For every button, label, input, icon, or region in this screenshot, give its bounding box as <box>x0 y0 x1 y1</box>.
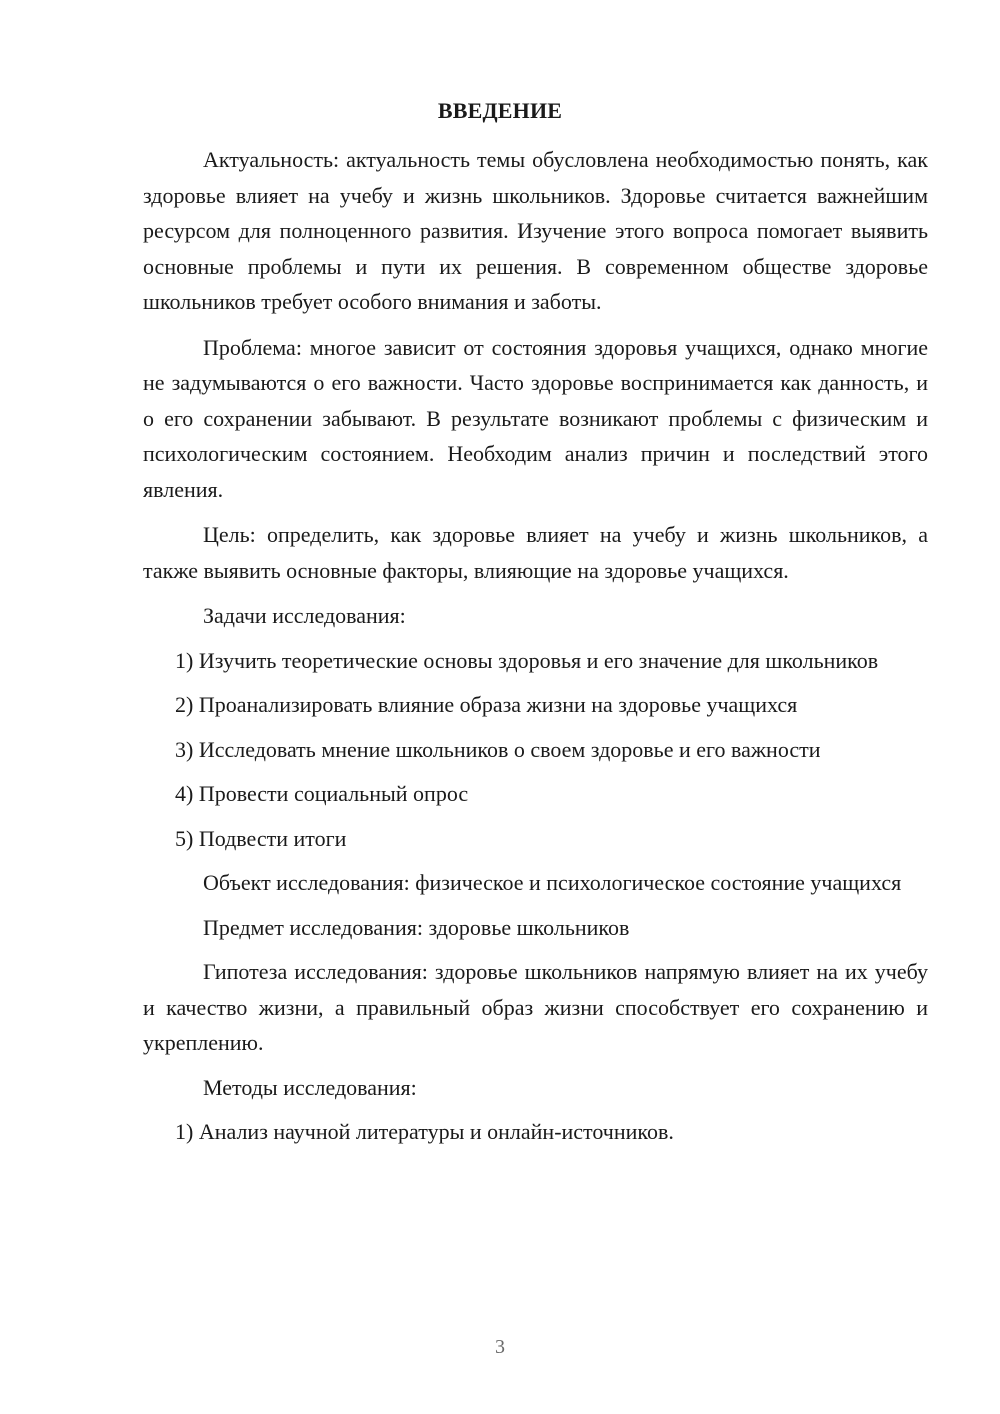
problem-paragraph: Проблема: многое зависит от состояния здоровья учащихся, однако многие не задумываются о его важности. Часто здоровье воспринимается как данность, и о его сохранении забывают. В результате возникают проблемы с физическим и психологическим состоянием. Необходим анализ причин и последствий этого явления. <box>143 334 928 502</box>
task-item: 3) Исследовать мнение школьников о своем здоровье и его важности <box>175 736 821 762</box>
methods-heading: Методы исследования: <box>203 1074 417 1100</box>
subject-paragraph: Предмет исследования: здоровье школьников <box>203 914 630 940</box>
task-item: 1) Изучить теоретические основы здоровья и его значение для школьников <box>175 647 879 673</box>
relevance-paragraph: Актуальность: актуальность темы обусловлена необходимостью понять, как здоровье влияет на учебу и жизнь школьников. Здоровье считается важнейшим ресурсом для полноценного развития. Изучение этого вопроса помогает выявить основные проблемы и пути их решения. В современном обществе здоровье школьников требует особого внимания и заботы. <box>143 147 928 314</box>
page-title: ВВЕДЕНИЕ <box>437 98 563 123</box>
page-number: 3 <box>495 1336 505 1358</box>
document-body <box>143 142 928 1150</box>
method-item: 1) Анализ научной литературы и онлайн-источников. <box>175 1119 674 1144</box>
task-item: 2) Проанализировать влияние образа жизни на здоровье учащихся <box>175 692 798 717</box>
tasks-heading: Задачи исследования: <box>203 603 406 628</box>
task-item: 4) Провести социальный опрос <box>175 781 469 806</box>
task-item: 5) Подвести итоги <box>175 825 347 851</box>
object-paragraph: Объект исследования: физическое и психологическое состояние учащихся <box>203 870 902 895</box>
goal-paragraph: Цель: определить, как здоровье влияет на учебу и жизнь школьников, а также выявить основные факторы, влияющие на здоровье учащихся. <box>143 522 928 583</box>
hypothesis-paragraph: Гипотеза исследования: здоровье школьников напрямую влияет на их учебу и качество жизни, а правильный образ жизни способствует его сохранению и укреплению. <box>143 959 928 1055</box>
